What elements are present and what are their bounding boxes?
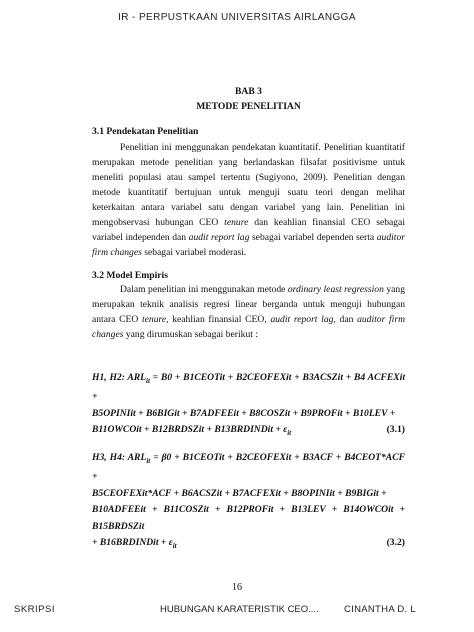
equation-3-1 (92, 370, 405, 442)
footer-title: HUBUNGAN KARATERISTIK CEO.... (160, 604, 319, 615)
equation-3-1-line-2: B5OPINIit + B6BIGit + B7ADFEEit + B8COSZit + B9PROFit + B10LEV + (92, 407, 396, 419)
equation-3-2-line-4: + B16BRDINDit + $\varepsilon_{it}$ (3.2) (92, 535, 405, 554)
chapter-number: BAB 3 (235, 86, 262, 97)
equation-3-1-line-3: B11OWCOit + B12BRDSZit + B13BRDINDit + $\varepsilon_{it}$ (3.1) (92, 422, 405, 441)
footer-left: SKRIPSI (14, 604, 55, 615)
footer-author: CINANTHA D. L (344, 604, 416, 615)
equation-3-2-line-2: B5CEOFEXit*ACF + B6ACSZit + B7ACFEXit + B8OPINIit + B9BIGit + (92, 487, 387, 499)
equation-number: (3.1) (386, 424, 405, 436)
chapter-title: METODE PENELITIAN (196, 101, 301, 112)
section-heading-3-2: 3.2 Model Empiris (92, 270, 168, 281)
equation-3-1-line-1: H1, H2: $ARL_{it} = B0$ + B1CEOTit + B2CEOFEXit + B3ACSZit + B4 ACFEXit + (92, 372, 405, 403)
equation-number: (3.2) (386, 537, 405, 549)
page-number: 16 (232, 582, 242, 593)
section-3-1-paragraph: Penelitian ini menggunakan pendekatan kuantitatif. Penelitian kuantitatif merupakan metode penelitian yang berlandaskan filsafat positivisme untuk meneliti populasi atau sampel tertentu (Sugiyono, 2009). Penelitian dengan metode kuantitatif bertujuan untuk menguji suatu teori dengan melihat keterkaitan antara variabel satu dengan variabel yang lain. Penelitian ini mengobservasi hubungan CEO tenure dan keahlian finansial CEO sebagai variabel independen dan audit report lag sebagai variabel dependen serta auditor firm changes sebagai variabel moderasi. (92, 142, 405, 258)
equation-3-2-line-3: B10ADFEEit + B11COSZit + B12PROFit + B13LEV + B14OWCOit + B15BRDSZit (92, 504, 405, 532)
equation-3-2-line-1: H3, H4: $ARL_{it} = \beta 0$ + B1CEOTit + B2CEOFEXit + B3ACF + B4CEOT*ACF + (92, 452, 405, 483)
repository-header: IR - PERPUSTKAAN UNIVERSITAS AIRLANGGA (118, 12, 356, 23)
section-3-2-paragraph: Dalam penelitian ini menggunakan metode ordinary least regression yang merupakan teknik analisis regresi linear berganda untuk menguji hubungan antara CEO tenure, keahlian finansial CEO, audit report lag, dan auditor firm changes yang dirumuskan sebagai berikut : (92, 284, 405, 340)
equation-3-2 (92, 450, 405, 555)
section-heading-3-1: 3.1 Pendekatan Penelitian (92, 126, 199, 137)
